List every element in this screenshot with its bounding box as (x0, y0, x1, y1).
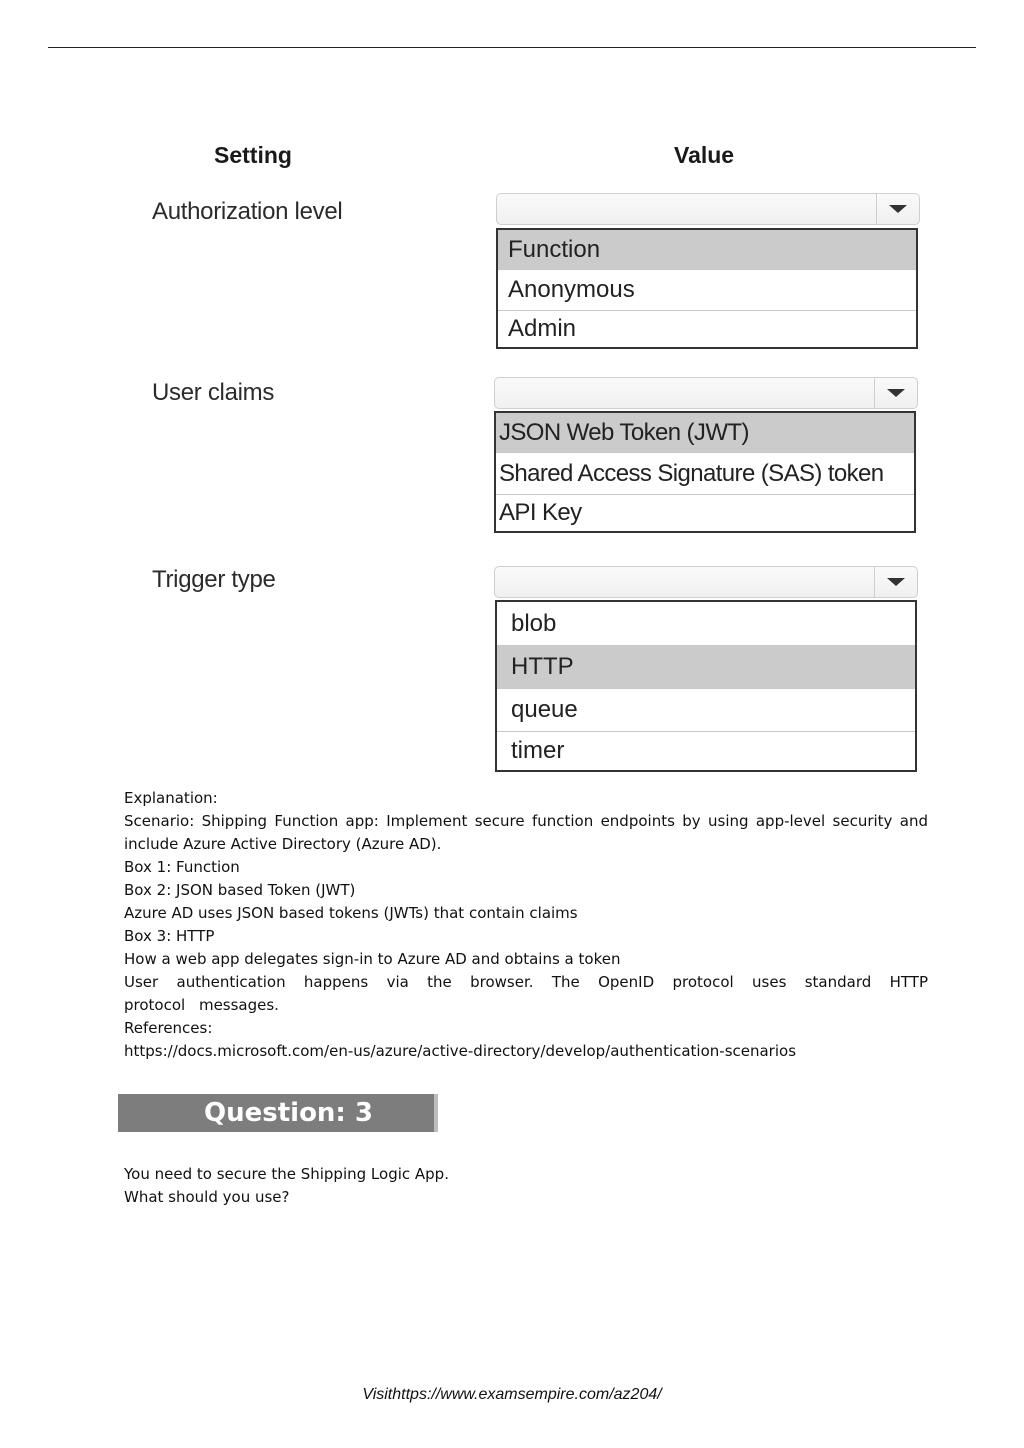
option-jwt[interactable]: JSON Web Token (JWT) (496, 413, 914, 453)
explanation-heading: Explanation: (124, 789, 218, 807)
question-body (124, 1163, 449, 1209)
explanation-scenario: Scenario: Shipping Function app: Implement secure function endpoints by using app-level security and include Azure Active Directory (Azure AD). (124, 812, 928, 853)
option-timer[interactable]: timer (511, 737, 565, 764)
setting-label-user-claims: User claims (152, 379, 275, 406)
trigger-type-options (495, 600, 917, 772)
option-queue[interactable]: queue (497, 689, 915, 732)
footer-link[interactable]: Visithttps://www.examsempire.com/az204/ (362, 1386, 662, 1403)
chevron-down-icon (889, 205, 907, 213)
dropdown-button[interactable] (876, 194, 919, 224)
column-header-value: Value (674, 142, 735, 168)
question-line-1: You need to secure the Shipping Logic App. (124, 1165, 449, 1183)
option-blob[interactable]: blob (497, 602, 915, 646)
dropdown-button[interactable] (874, 567, 917, 597)
question-line-2: What should you use? (124, 1188, 290, 1206)
trigger-type-select[interactable] (494, 566, 918, 598)
option-http[interactable]: HTTP (497, 646, 915, 689)
explanation-box3-note2: User authentication happens via the browser. The OpenID protocol uses standard HTTP protocol messages. (124, 973, 928, 1014)
explanation-box2-note: Azure AD uses JSON based tokens (JWTs) that contain claims (124, 904, 578, 922)
explanation-box2: Box 2: JSON based Token (JWT) (124, 881, 356, 899)
explanation-box1: Box 1: Function (124, 858, 240, 876)
user-claims-select[interactable] (494, 377, 918, 409)
chevron-down-icon (887, 578, 905, 586)
references-label: References: (124, 1019, 213, 1037)
option-function[interactable]: Function (498, 230, 916, 270)
reference-link[interactable]: https://docs.microsoft.com/en-us/azure/active-directory/develop/authentication-scenarios (124, 1042, 797, 1060)
setting-label-authorization-level: Authorization level (152, 198, 343, 225)
authorization-level-select[interactable] (496, 193, 920, 225)
dropdown-button[interactable] (874, 378, 917, 408)
chevron-down-icon (887, 389, 905, 397)
authorization-level-options (496, 228, 918, 349)
explanation-section (124, 787, 928, 1063)
option-api-key[interactable]: API Key (499, 499, 582, 526)
option-admin[interactable]: Admin (508, 315, 577, 342)
option-anonymous[interactable]: Anonymous (498, 270, 916, 311)
explanation-box3-note1: How a web app delegates sign-in to Azure AD and obtains a token (124, 950, 621, 968)
user-claims-options (494, 411, 916, 533)
column-header-setting: Setting (214, 142, 292, 168)
question-banner: Question: 3 (118, 1094, 438, 1132)
explanation-box3: Box 3: HTTP (124, 927, 215, 945)
setting-label-trigger-type: Trigger type (152, 566, 276, 593)
option-sas-token[interactable]: Shared Access Signature (SAS) token (496, 453, 914, 495)
